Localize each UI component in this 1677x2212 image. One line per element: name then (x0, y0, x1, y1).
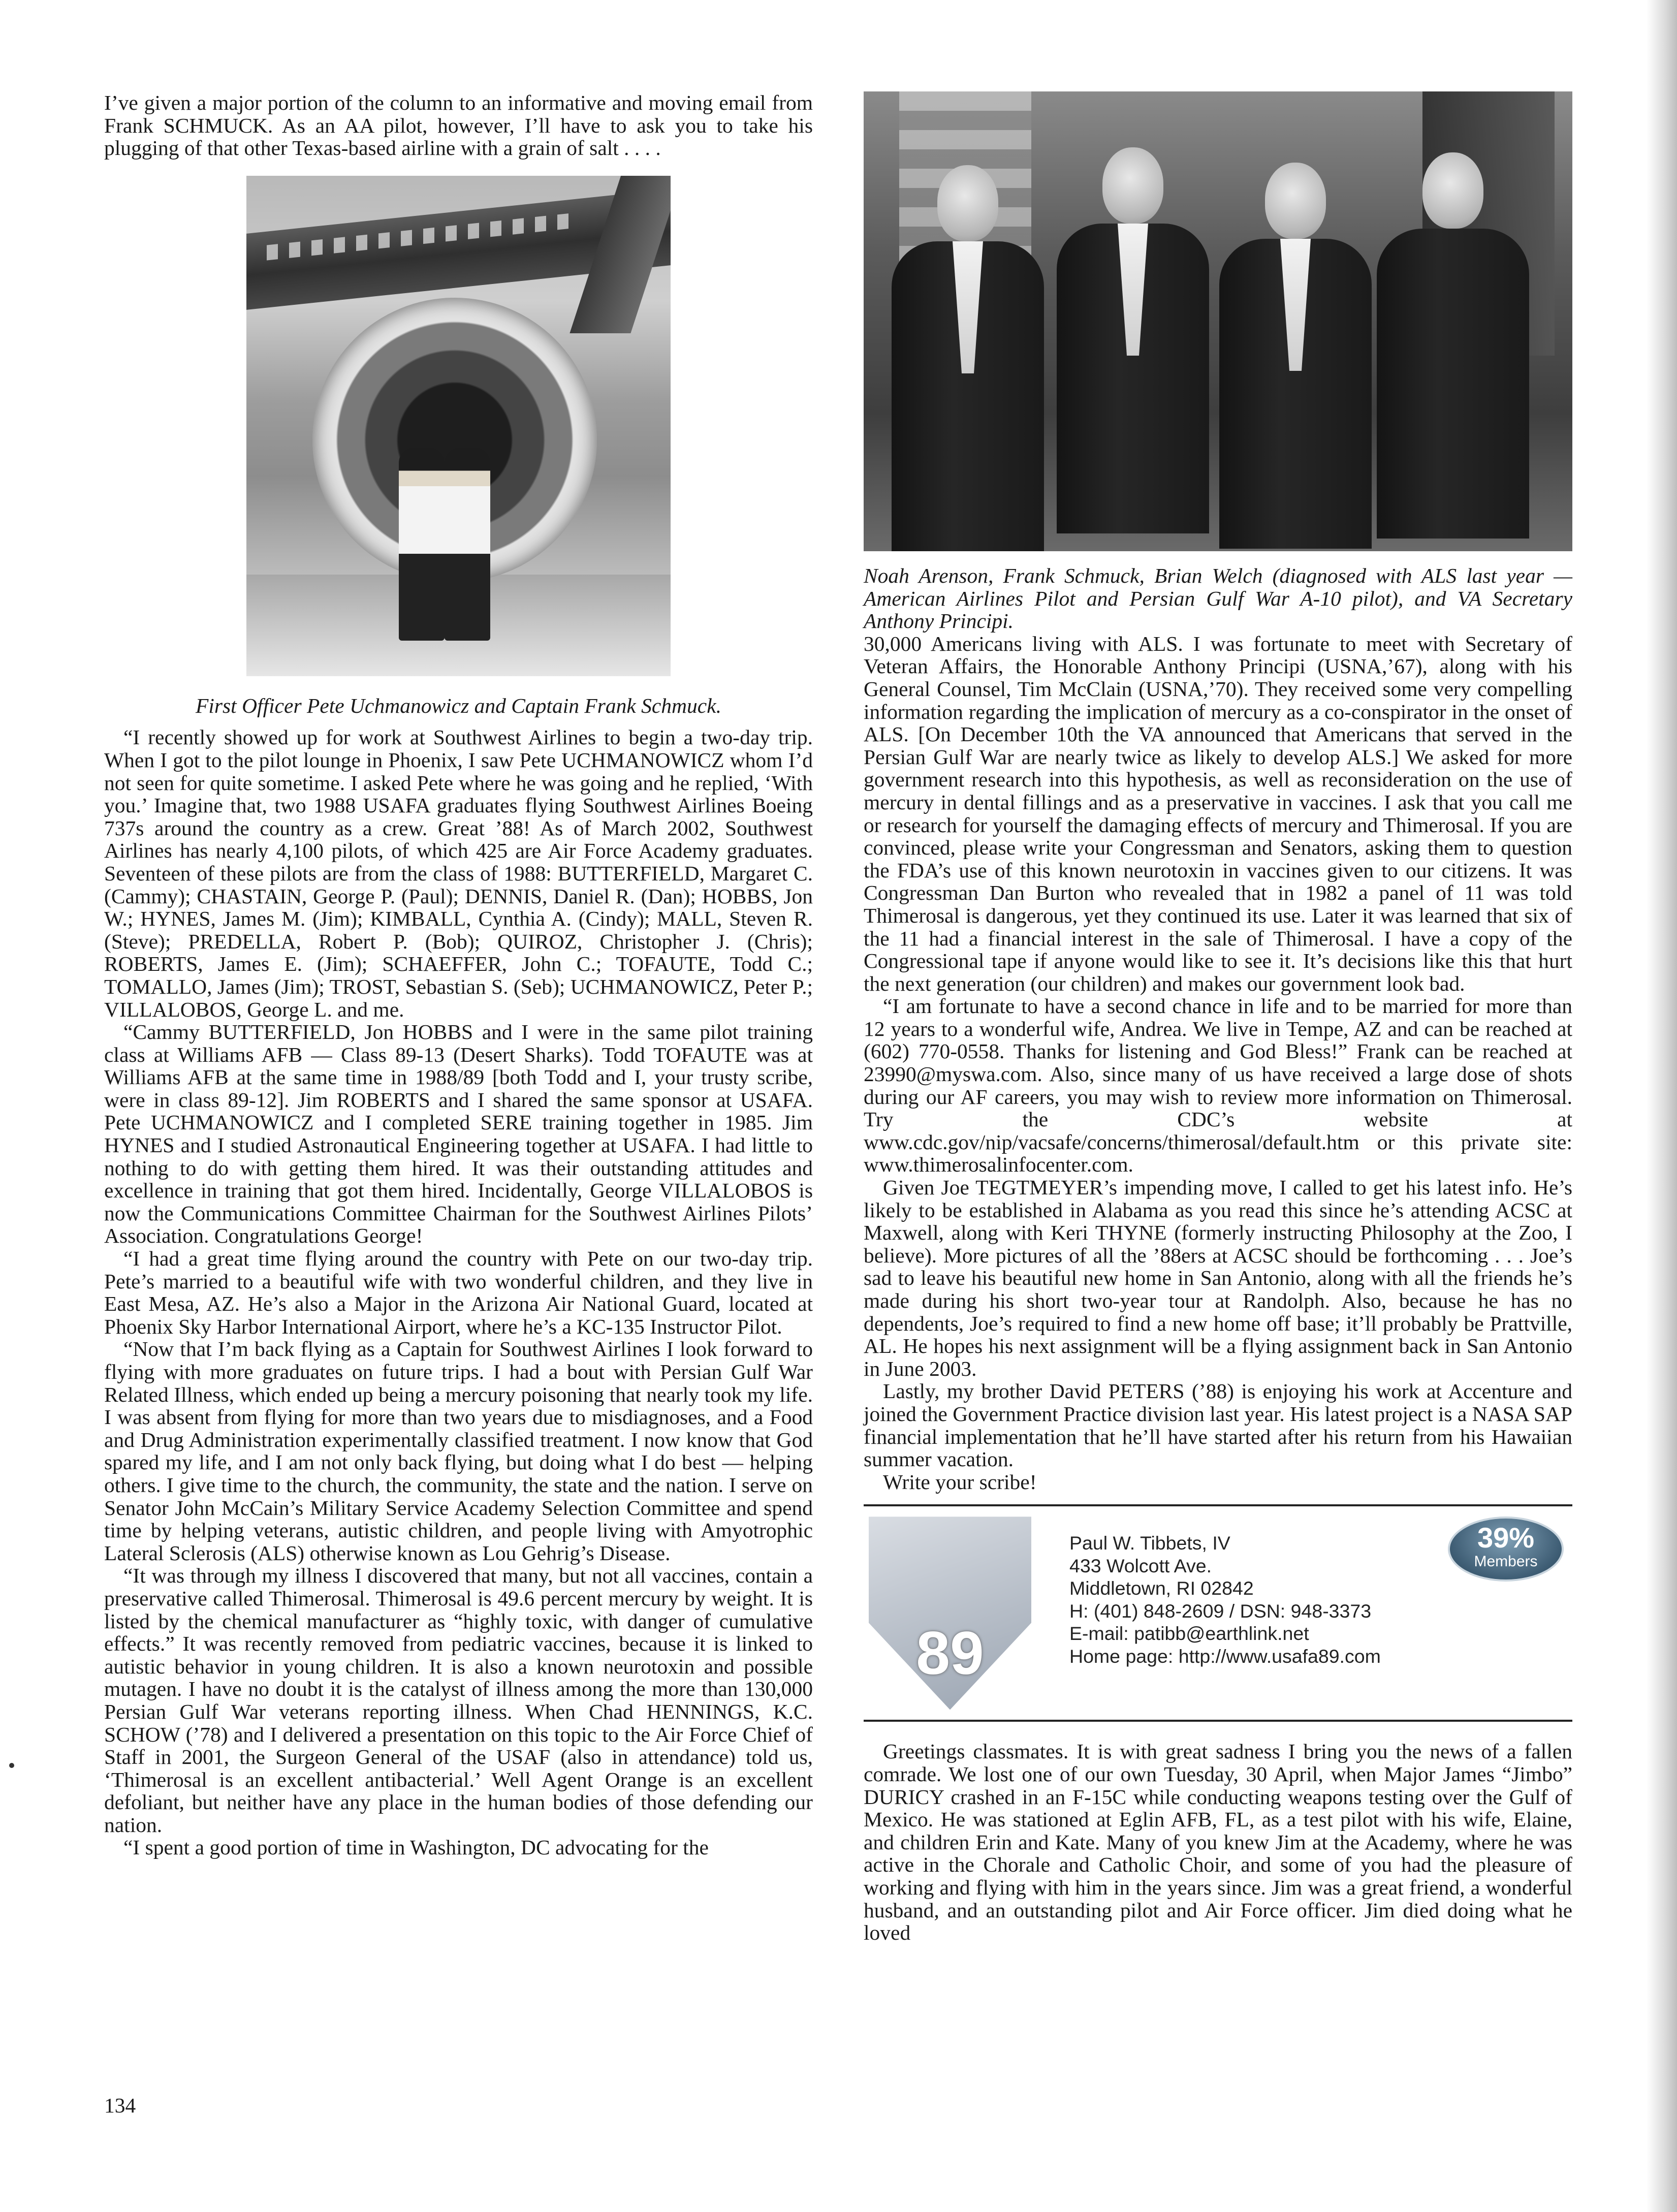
body-paragraph: “I had a great time flying around the country with Pete on our two-day trip. Pete’s married to a beautiful wife with two wonderful children, and they live in East Mesa, AZ. He’s also a Major in the Arizona Air National Guard, located at Phoenix Sky Harbor International Airport, where he’s a KC-135 Instructor Pilot. (104, 1247, 813, 1338)
pilot-figure (399, 448, 445, 641)
membership-percent: 39% (1477, 1522, 1535, 1554)
plane-photo-caption: First Officer Pete Uchmanowicz and Captain Frank Schmuck. (195, 693, 721, 717)
person-head (1102, 147, 1163, 224)
body-paragraph: “It was through my illness I discovered that many, but not all vaccines, contain a preservative called Thimerosal. Thimerosal is 49.6 percent mercury by weight. It is listed by the chemical manufacturer as “highly toxic, with danger of cumulative effects.” It was recently removed from pediatric vaccines, because it is linked to autistic behavior in young children. It is also a known neurotoxin and possible mutagen. I have no doubt it is the catalyst of illness among the more than 130,000 Persian Gulf War veterans reporting illness. When Chad HENNINGS, K.C. SCHOW (’78) and I delivered a presentation on this topic to the Air Force Chief of Staff in 2001, the Surgeon General of the USAF (also in attendance) told us, ‘Thimerosal is an excellent antibacterial.’ Well Agent Orange is an excellent defoliant, but neither have any place in the human bodies of those defending our nation. (104, 1564, 813, 1837)
body-paragraph: Greetings classmates. It is with great sadness I bring you the news of a fallen comrade. We lost one of our own Tuesday, 30 April, when Major James “Jimbo” DURICY crashed in an F-15C while conducting weapons testing over the Gulf of Mexico. He was stationed at Eglin AFB, FL, as a test pilot with his wife, Elaine, and children Erin and Kate. Many of you knew Jim at the Academy, where he was active in the Chorale and Catholic Choir, and some of you had the pleasure of working and flying with him in the years since. Jim was a great friend, a wonderful husband, and an outstanding pilot and Air Force officer. Jim died doing what he loved (864, 1740, 1572, 1945)
body-paragraph: “I spent a good portion of time in Washington, DC advocating for the (123, 1836, 709, 1859)
person-figure (1057, 147, 1209, 551)
body-paragraph: Given Joe TEGTMEYER’s impending move, I called to get his latest info. He’s likely to be established in Alabama as you read this since he’s attending ACSC at Maxwell, along with Keri THYNE (formerly instructing Philosophy at the Zoo, I believe). More pictures of all the ’88ers at ACSC should be forthcoming . . . Joe’s sad to leave his beautiful new home in San Antonio, along with all the friends he’s made during his short two-year tour at Randolph. Also, because he has no dependents, Joe’s required to find a new home off base; it’ll probably be Prattville, AL. He hopes his next assignment will be a flying assignment back in San Antonio in June 2003. (864, 1176, 1572, 1380)
intro-paragraph: I’ve given a major portion of the column to an informative and moving email from Frank SCHMUCK. As an AA pilot, however, I’ll have to ask you to take his plugging of that other Texas-based airline with a grain of salt . . . . (104, 91, 813, 160)
body-paragraph: Lastly, my brother David PETERS (’88) is enjoying his work at Accenture and joined the Government Practice division last year. His latest project is a NASA SAP financial implementation that he’ll have started after his return from his Hawaiian summer vacation. (864, 1379, 1572, 1471)
group-photo-caption: Noah Arenson, Frank Schmuck, Brian Welch (diagnosed with ALS last year — American Airlines Pilot and Persian Gulf War A-10 pilot), and VA Secretary Anthony Principi. (864, 564, 1572, 633)
body-paragraph: “I am fortunate to have a second chance in life and to be married for more than 12 years to a wonderful wife, Andrea. We live in Tempe, AZ and can be reached at (602) 770-0558. Thanks for listening and God Bless!” Frank can be reached at 23990@myswa.com. Also, since many of us have received a large dose of shots during our AF careers, you may wish to review more information on Thimerosal. Try the CDC’s website at www.cdc.gov/nip/vacsafe/concerns/thimerosal/default.htm or this private site: www.thimerosalinfocenter.com. (864, 994, 1572, 1177)
scribe-email: E-mail: patibb@earthlink.net (1069, 1623, 1309, 1645)
stray-mark (9, 1763, 14, 1768)
section-divider (864, 1720, 1572, 1722)
body-paragraph: “Cammy BUTTERFIELD, Jon HOBBS and I were in the same pilot training class at Williams AFB — Class 89-13 (Desert Sharks). Todd TOFAUTE was at Williams AFB at the same time in 1988/89 [both Todd and I, your trusty scribe, were in class 89-12]. Jim ROBERTS and I shared the same sponsor at USAFA. Pete UCHMANOWICZ and I completed SERE training together in 1985. Jim HYNES and I studied Astronautical Engineering together at USAFA. I had little to nothing to do with getting them hired. It was their outstanding attitudes and excellence in training that got them hired. Incidentally, George VILLALOBOS is now the Communications Committee Chairman for the Southwest Airlines Pilots’ Association. Congratulations George! (104, 1020, 813, 1248)
class-crest-number: 89 (916, 1619, 984, 1688)
body-paragraph: “Now that I’m back flying as a Captain for Southwest Airlines I look forward to flying with more graduates on future trips. I had a bout with Persian Gulf War Related Illness, which ended up being a mercury poisoning that nearly took my life. I was absent from flying for more than two years due to misdiagnoses, and a Food and Drug Administration experimentally classified treatment. I now know that God spared my life, and I am not only back flying, but doing what I do best — helping others. I give time to the church, the community, the state and the nation. I serve on Senator John McCain’s Military Service Academy Selection Committee and spend time by helping veterans, autistic children, and people living with Amyotrophic Lateral Sclerosis (ALS) otherwise known as Lou Gehrig’s Disease. (104, 1337, 813, 1565)
scribe-address-line1: 433 Wolcott Ave. (1069, 1555, 1212, 1576)
group-photo (864, 91, 1572, 551)
body-paragraph: “I recently showed up for work at Southwest Airlines to begin a two-day trip. When I got to the pilot lounge in Phoenix, I saw Pete UCHMANOWICZ whom I’d not seen for quite sometime. I asked Pete where he was going and he replied, ‘With you.’ Imagine that, two 1988 USAFA graduates flying Southwest Airlines Boeing 737s around the country as a crew. Great ’88! As of March 2002, Southwest Airlines has nearly 4,100 pilots, of which 425 are Air Force Academy graduates. Seventeen of these pilots are from the class of 1988: BUTTERFIELD, Margaret C. (Cammy); CHASTAIN, George P. (Paul); DENNIS, Daniel R. (Dan); HOBBS, Jon W.; HYNES, James M. (Jim); KIMBALL, Cynthia A. (Cindy); MALL, Steven R. (Steve); PREDELLA, Robert P. (Bob); QUIROZ, Christopher J. (Chris); ROBERTS, James E. (Jim); SCHAEFFER, John C.; TOFAUTE, Todd C.; TOMALLO, James (Jim); TROST, Sebastian S. (Seb); UCHMANOWICZ, Peter P.; VILLALOBOS, George L. and me. (104, 725, 813, 1021)
person-head (937, 165, 998, 241)
membership-badge (1448, 1516, 1564, 1582)
right-column (864, 91, 1572, 1944)
person-head (1265, 163, 1326, 239)
scribe-homepage: Home page: http://www.usafa89.com (1069, 1645, 1381, 1667)
scribe-address-line2: Middletown, RI 02842 (1069, 1577, 1254, 1599)
person-head (1422, 152, 1483, 229)
scribe-phone: H: (401) 848-2609 / DSN: 948-3373 (1069, 1600, 1372, 1622)
body-paragraph: Write your scribe! (883, 1470, 1037, 1494)
page-number: 134 (104, 2094, 136, 2117)
membership-label: Members (1474, 1553, 1538, 1570)
scribe-name: Paul W. Tibbets, IV (1069, 1532, 1230, 1554)
body-paragraph: 30,000 Americans living with ALS. I was fortunate to meet with Secretary of Veteran Affairs, the Honorable Anthony Principi (USNA,’67), along with his General Counsel, Tim McClain (USNA,’70). They received some very compelling information regarding the implication of mercury as a co-conspirator in the onset of ALS. [On December 10th the VA announced that Americans that served in the Persian Gulf War are nearly twice as likely to develop ALS.] We asked for more government research into this hypothesis, as well as reconsideration on the use of mercury in dental fillings and as a preservative in vaccines. I ask that you call me or research for yourself the damaging effects of mercury and Thimerosal. If you are convinced, please write your Congressman and Senators, asking them to question the FDA’s use of this known neurotoxin in vaccines given to our citizens. It was Congressman Dan Burton who revealed that in 1982 a panel of 11 was told Thimerosal is dangerous, yet they continued its use. Later it was learned that six of the 11 had a financial interest in the sale of Thimerosal. I have a copy of the Congressional tape if anyone would like to see it. It’s decisions like this that hurt the next generation (our children) and makes our government look bad. (864, 631, 1572, 995)
class-contact-box (864, 1506, 1572, 1720)
pilot-figure (445, 448, 490, 641)
person-figure (1377, 152, 1529, 551)
person-jacket (1377, 229, 1529, 539)
person-figure (892, 165, 1044, 551)
page-edge-shadow (1647, 0, 1677, 2212)
scribe-contact-info (1069, 1532, 1425, 1667)
pilots-engine-photo (246, 176, 671, 676)
left-column (104, 91, 813, 1859)
person-figure (1219, 163, 1372, 549)
